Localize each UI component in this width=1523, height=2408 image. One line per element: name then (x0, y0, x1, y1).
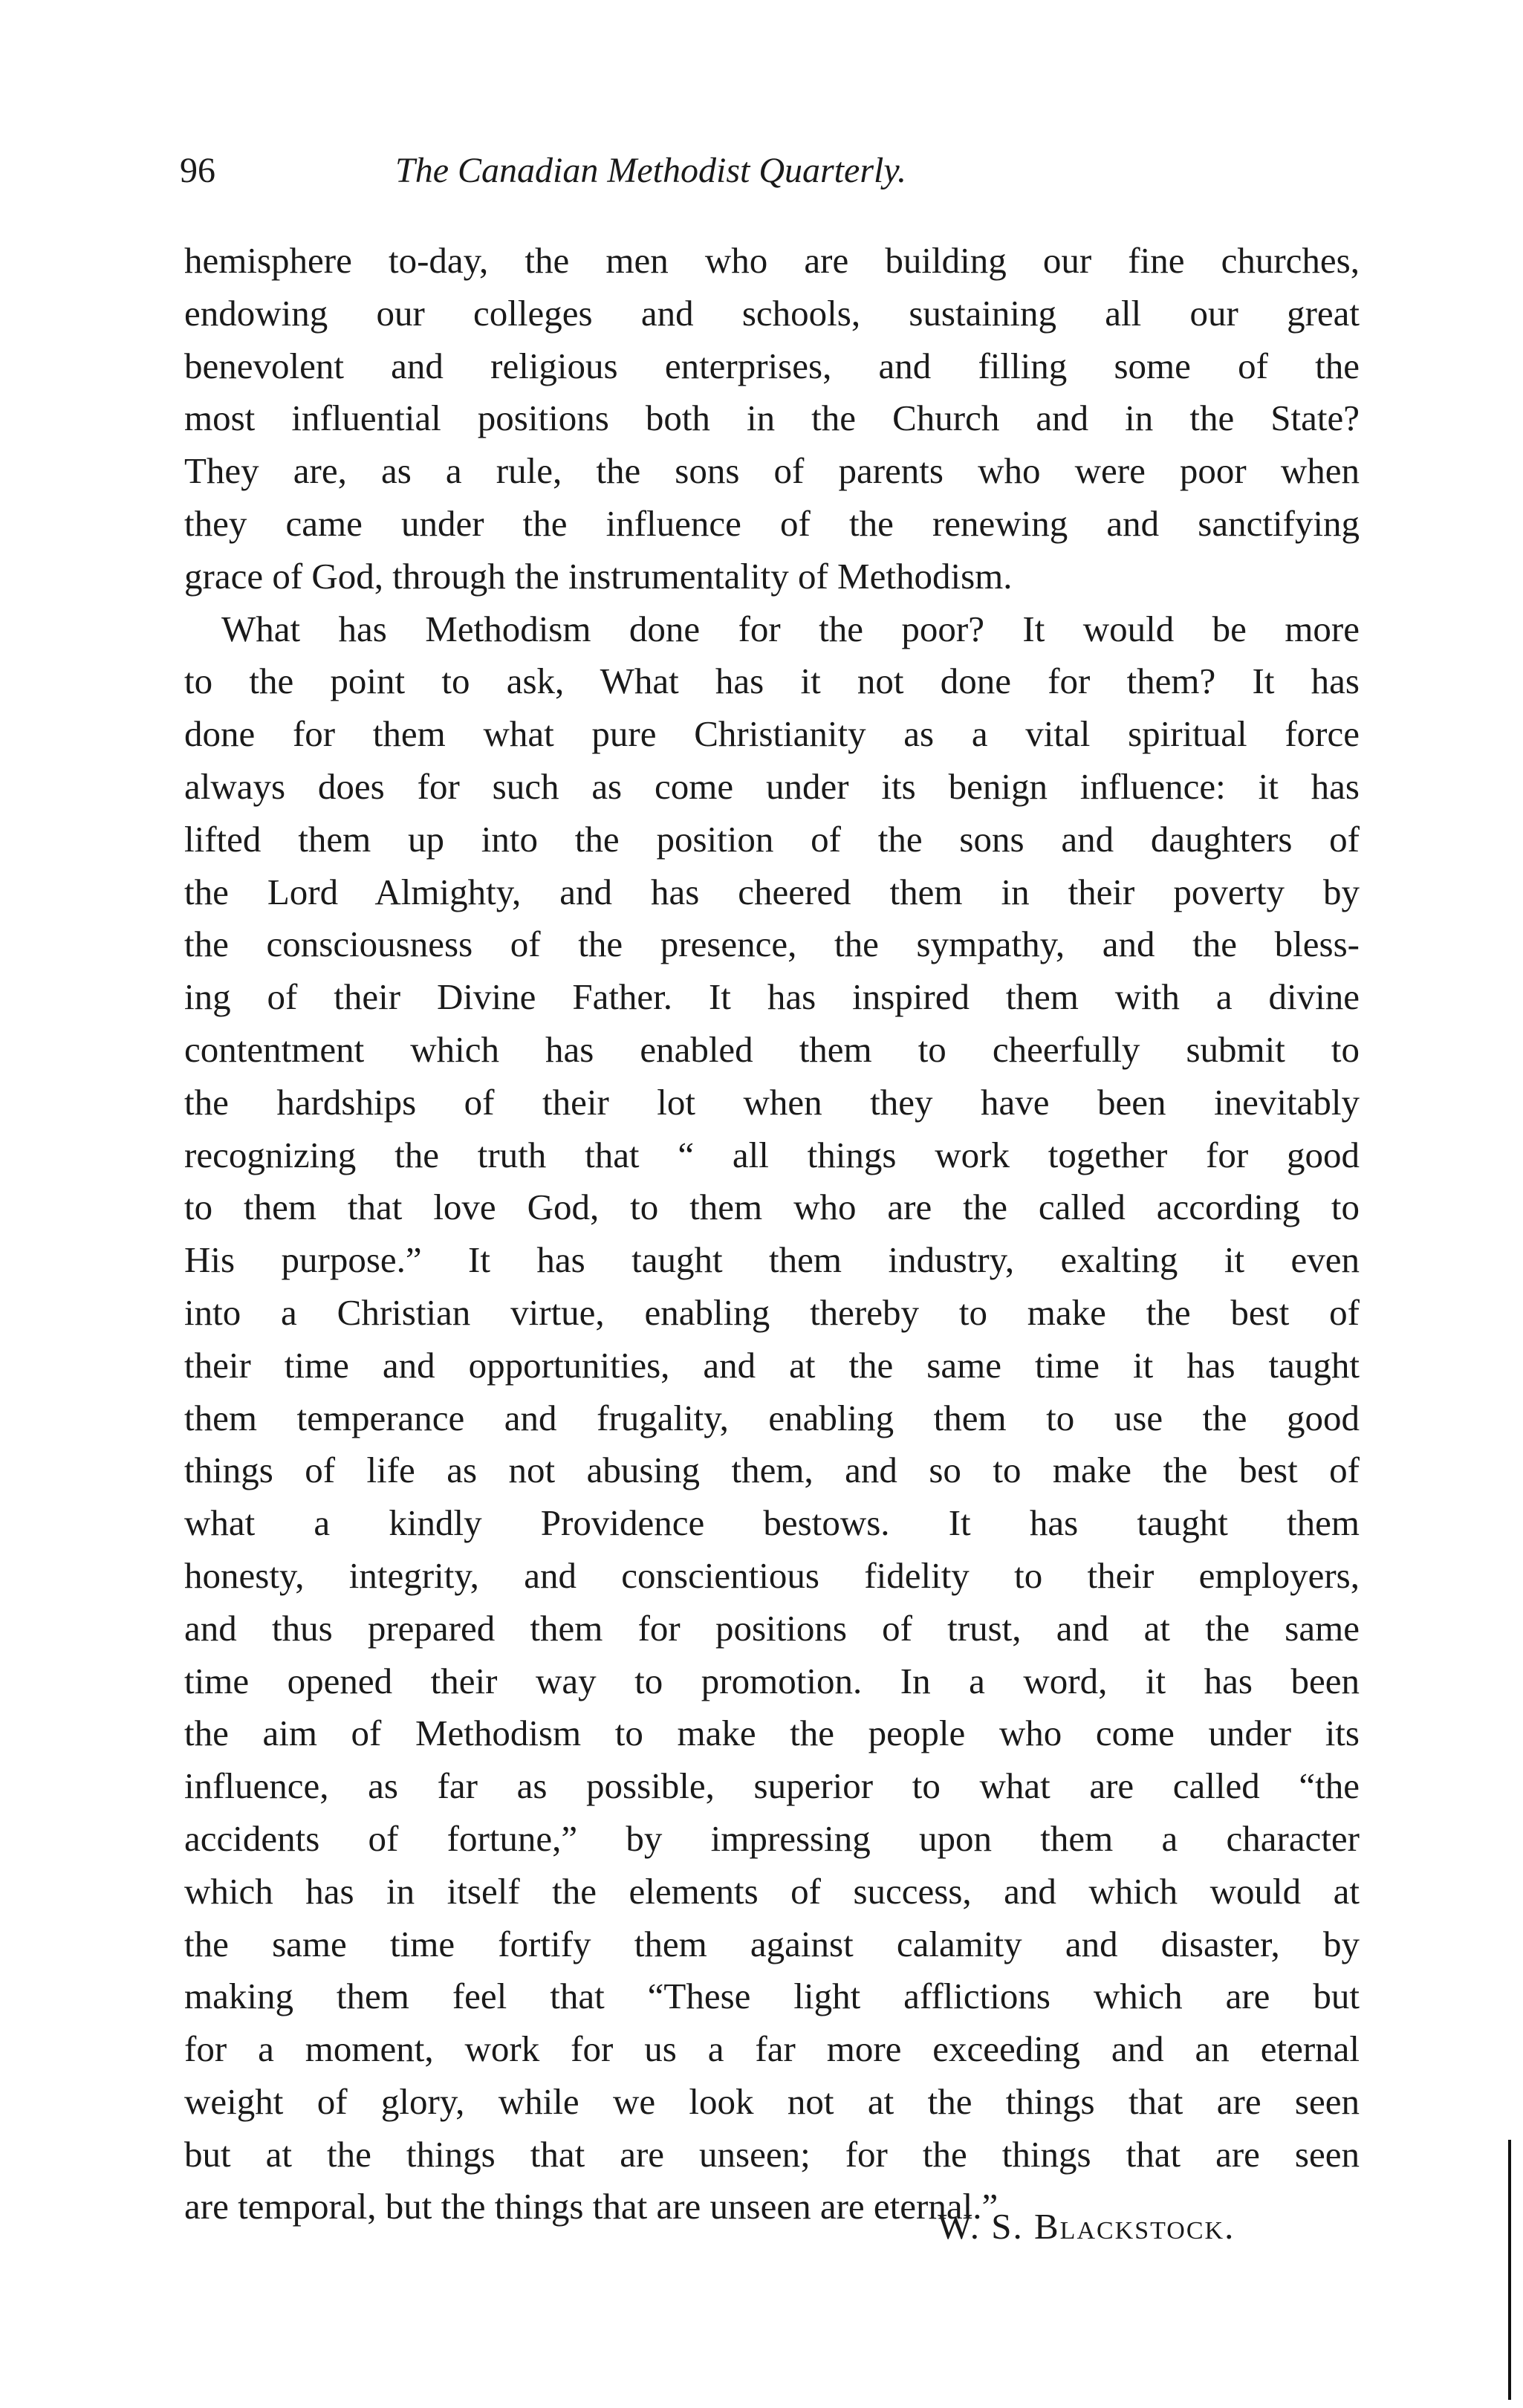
text-line: but at the things that are unseen; for the things that are seen (184, 2133, 1360, 2175)
paragraph-start-line: What has Methodism done for the poor? It would be more (221, 608, 1360, 649)
text-line: done for them what pure Christianity as a vital spiritual force (184, 713, 1360, 755)
text-line: for a moment, work for us a far more exceeding and an eternal (184, 2028, 1360, 2070)
text-line: the hardships of their lot when they have been inevitably (184, 1081, 1360, 1123)
author-signature: W. S. Blackstock. (938, 2206, 1235, 2247)
text-line: lifted them up into the position of the sons and daughters of (184, 818, 1360, 860)
text-line: most influential positions both in the Church and in the State? (184, 397, 1360, 439)
text-line: always does for such as come under its benign influence: it has (184, 765, 1360, 807)
journal-title: The Canadian Methodist Quarterly. (395, 151, 906, 190)
text-line: things of life as not abusing them, and so to make the best of (184, 1450, 1360, 1491)
text-line: the aim of Methodism to make the people who come under its (184, 1713, 1360, 1754)
text-line: time opened their way to promotion. In a word, it has been (184, 1660, 1360, 1701)
text-line: what a kindly Providence bestows. It has taught them (184, 1502, 1360, 1544)
page-number: 96 (180, 151, 215, 190)
text-line: endowing our colleges and schools, sustaining all our great (184, 292, 1360, 334)
text-line: to the point to ask, What has it not done for them? It has (184, 661, 1360, 702)
text-line: the Lord Almighty, and has cheered them in their poverty by (184, 871, 1360, 912)
paragraph-end-line: are temporal, but the things that are unseen are eternal.” (184, 2186, 998, 2227)
text-line: benevolent and religious enterprises, and filling some of the (184, 345, 1360, 386)
text-line: they came under the influence of the renewing and sanctifying (184, 502, 1360, 544)
text-line: to them that love God, to them who are the called according to (184, 1187, 1360, 1228)
text-line: contentment which has enabled them to cheerfully submit to (184, 1028, 1360, 1070)
text-line: recognizing the truth that “ all things work together for good (184, 1134, 1360, 1175)
scan-edge-mark (1508, 2140, 1511, 2400)
running-head (180, 141, 1368, 201)
text-line: them temperance and frugality, enabling them to use the good (184, 1397, 1360, 1438)
text-line: hemisphere to-day, the men who are building our fine churches, (184, 240, 1360, 281)
text-line: making them feel that “These light afflictions which are but (184, 1976, 1360, 2017)
text-line: and thus prepared them for positions of trust, and at the same (184, 1607, 1360, 1649)
text-line: ing of their Divine Father. It has inspired them with a divine (184, 976, 1360, 1018)
text-line: His purpose.” It has taught them industry, exalting it even (184, 1239, 1360, 1281)
text-line: the same time fortify them against calamity and disaster, by (184, 1923, 1360, 1964)
text-line: the consciousness of the presence, the sympathy, and the bless- (184, 924, 1360, 965)
text-line: honesty, integrity, and conscientious fidelity to their employers, (184, 1554, 1360, 1596)
paragraph-end-line: grace of God, through the instrumentality of Methodism. (184, 555, 1013, 597)
text-line: They are, as a rule, the sons of parents who were poor when (184, 450, 1360, 492)
text-line: which has in itself the elements of success, and which would at (184, 1870, 1360, 1912)
article-text (184, 235, 1360, 2233)
text-line: weight of glory, while we look not at the things that are seen (184, 2080, 1360, 2122)
text-line: into a Christian virtue, enabling thereby to make the best of (184, 1291, 1360, 1333)
text-line: their time and opportunities, and at the same time it has taught (184, 1344, 1360, 1386)
text-line: influence, as far as possible, superior to what are called “the (184, 1765, 1360, 1807)
text-line: accidents of fortune,” by impressing upon them a character (184, 1817, 1360, 1859)
